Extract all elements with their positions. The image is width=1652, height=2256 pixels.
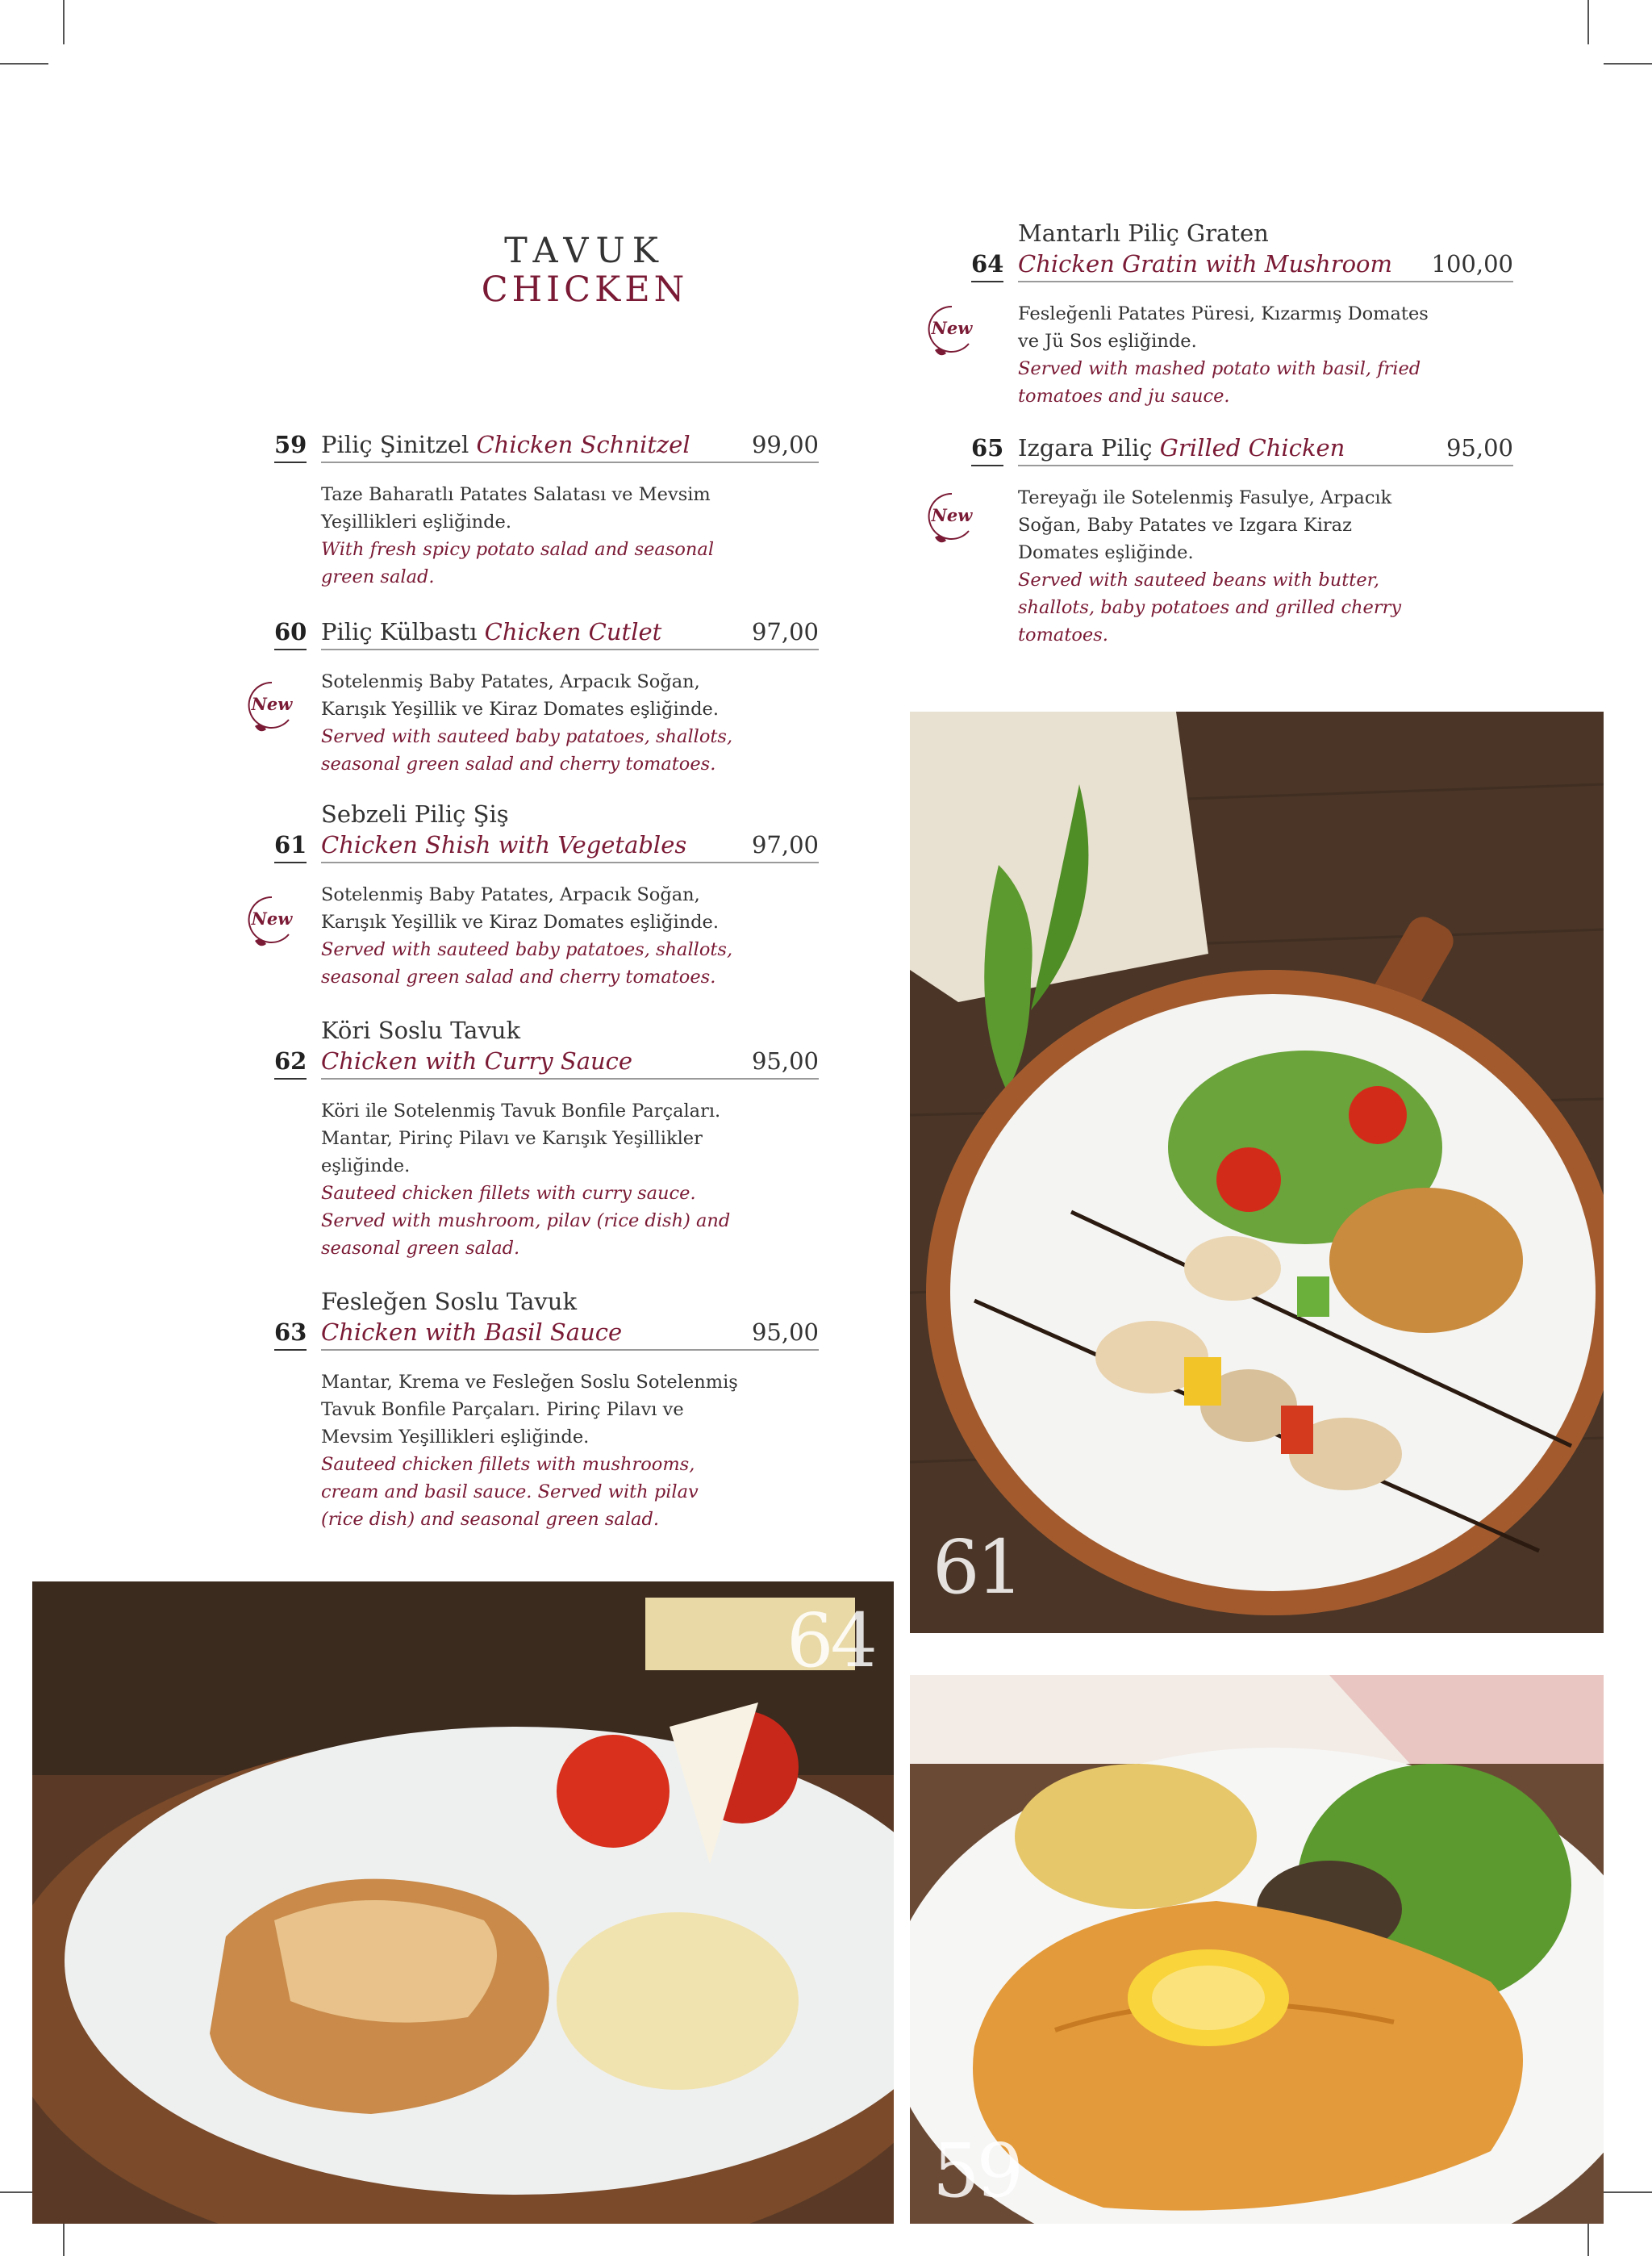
item-number: 65 <box>971 434 1004 462</box>
item-description <box>321 668 740 778</box>
item-name-turkish: Mantarlı Piliç Graten <box>1018 219 1269 247</box>
new-badge-64 <box>924 300 980 365</box>
description-turkish: Köri ile Sotelenmiş Tavuk Bonfile Parçaları. Mantar, Pirinç Pilavı ve Karışık Yeşillikler eşliğinde. <box>321 1101 721 1176</box>
item-price: 95,00 <box>1446 434 1513 462</box>
item-name-english: Chicken with Basil Sauce <box>321 1318 623 1346</box>
new-badge-label: New <box>251 694 293 714</box>
photo-chicken-gratin <box>32 1581 894 2224</box>
item-price: 95,00 <box>751 1047 819 1075</box>
number-underline <box>274 649 307 650</box>
item-name-english: Chicken Gratin with Mushroom <box>1018 250 1393 278</box>
item-name-english: Chicken Cutlet <box>484 618 662 645</box>
item-description <box>321 1368 740 1533</box>
number-underline <box>971 281 1003 282</box>
skewer-illustration <box>910 712 1604 1633</box>
item-divider <box>321 862 819 863</box>
new-badge-label: New <box>931 505 973 525</box>
photo-number: 64 <box>786 1598 875 1684</box>
crop-mark <box>63 0 65 44</box>
item-name-english: Chicken with Curry Sauce <box>321 1047 633 1075</box>
description-english: Sauteed chicken fillets with mushrooms, cream and basil sauce. Served with pilav (rice dish) and seasonal green salad. <box>321 1454 699 1530</box>
item-price: 95,00 <box>751 1318 819 1346</box>
menu-item-59 <box>274 428 819 591</box>
item-price: 97,00 <box>751 618 819 645</box>
crop-mark <box>1604 2191 1652 2193</box>
item-description <box>321 481 740 591</box>
description-turkish: Tereyağı ile Sotelenmiş Fasulye, Arpacık Soğan, Baby Patates ve Izgara Kiraz Domates eşliğinde. <box>1018 487 1392 563</box>
item-description <box>1018 300 1437 410</box>
item-name-turkish: Piliç Şinitzel <box>321 431 469 458</box>
item-number: 63 <box>274 1318 307 1346</box>
item-description <box>1018 484 1437 649</box>
item-price: 100,00 <box>1431 250 1513 278</box>
item-name-turkish: Köri Soslu Tavuk <box>321 1017 521 1044</box>
description-english: Served with sauteed baby patatoes, shallots, seasonal green salad and cherry tomatoes. <box>321 939 733 988</box>
description-english: Served with sauteed baby patatoes, shallots, seasonal green salad and cherry tomatoes. <box>321 726 733 775</box>
item-number: 60 <box>274 618 307 645</box>
menu-item-62 <box>274 1015 819 1262</box>
description-turkish: Sotelenmiş Baby Patates, Arpacık Soğan, Karışık Yeşillik ve Kiraz Domates eşliğinde. <box>321 884 720 933</box>
item-name-turkish: Sebzeli Piliç Şiş <box>321 800 509 828</box>
photo-number: 59 <box>932 2128 1021 2214</box>
menu-item-64 <box>971 218 1513 410</box>
item-divider <box>321 1349 819 1351</box>
photo-chicken-schnitzel <box>910 1675 1604 2224</box>
photo-chicken-shish <box>910 712 1604 1633</box>
item-number: 62 <box>274 1047 307 1075</box>
description-turkish: Taze Baharatlı Patates Salatası ve Mevsim Yeşillikleri eşliğinde. <box>321 484 711 533</box>
number-underline <box>971 465 1003 466</box>
item-number: 61 <box>274 831 307 859</box>
item-name-line <box>1018 434 1345 462</box>
menu-item-63 <box>274 1286 819 1533</box>
item-name-english: Chicken Shish with Vegetables <box>321 831 687 859</box>
new-badge-label: New <box>931 318 973 338</box>
item-name-turkish: Izgara Piliç <box>1018 434 1153 462</box>
item-description <box>321 1097 740 1262</box>
new-badge-61 <box>244 891 300 955</box>
crop-mark <box>0 63 48 65</box>
new-badge-65 <box>924 487 980 552</box>
section-title-english: CHICKEN <box>481 269 689 310</box>
description-english: With fresh spicy potato salad and seasonal green salad. <box>321 539 715 587</box>
new-badge-label: New <box>251 909 293 929</box>
item-name-english: Grilled Chicken <box>1159 434 1345 462</box>
description-english: Served with sauteed beans with butter, shallots, baby potatoes and grilled cherry tomatoes. <box>1018 570 1402 645</box>
crop-mark <box>1587 0 1589 44</box>
new-badge-60 <box>244 676 300 741</box>
section-title-turkish: TAVUK <box>504 231 665 271</box>
item-divider <box>321 462 819 463</box>
item-name-line <box>321 431 690 458</box>
item-price: 97,00 <box>751 831 819 859</box>
menu-item-61 <box>274 799 819 991</box>
item-divider <box>321 649 819 650</box>
item-name-turkish: Piliç Külbastı <box>321 618 478 645</box>
item-name-english: Chicken Schnitzel <box>476 431 690 458</box>
number-underline <box>274 862 307 863</box>
section-title <box>476 232 694 310</box>
description-english: Sauteed chicken fillets with curry sauce. Served with mushroom, pilav (rice dish) and seasonal green salad. <box>321 1183 731 1259</box>
number-underline <box>274 1349 307 1351</box>
item-price: 99,00 <box>751 431 819 458</box>
item-number: 64 <box>971 250 1004 278</box>
item-number: 59 <box>274 431 307 458</box>
description-english: Served with mashed potato with basil, fried tomatoes and ju sauce. <box>1018 358 1421 407</box>
photo-number: 61 <box>932 1524 1021 1611</box>
number-underline <box>274 1078 307 1080</box>
item-name-line <box>321 618 661 645</box>
gratin-illustration <box>32 1581 894 2224</box>
item-divider <box>321 1078 819 1080</box>
menu-item-65 <box>971 431 1513 649</box>
item-divider <box>1018 465 1513 466</box>
description-turkish: Sotelenmiş Baby Patates, Arpacık Soğan, Karışık Yeşillik ve Kiraz Domates eşliğinde. <box>321 671 720 720</box>
number-underline <box>274 462 307 463</box>
description-turkish: Fesleğenli Patates Püresi, Kızarmış Domates ve Jü Sos eşliğinde. <box>1018 303 1429 352</box>
menu-item-60 <box>274 615 819 778</box>
item-description <box>321 881 740 991</box>
item-divider <box>1018 281 1513 282</box>
crop-mark <box>1604 63 1652 65</box>
description-turkish: Mantar, Krema ve Fesleğen Soslu Sotelenmiş Tavuk Bonfile Parçaları. Pirinç Pilavı ve Mevsim Yeşillikleri eşliğinde. <box>321 1372 738 1448</box>
item-name-turkish: Fesleğen Soslu Tavuk <box>321 1288 578 1315</box>
